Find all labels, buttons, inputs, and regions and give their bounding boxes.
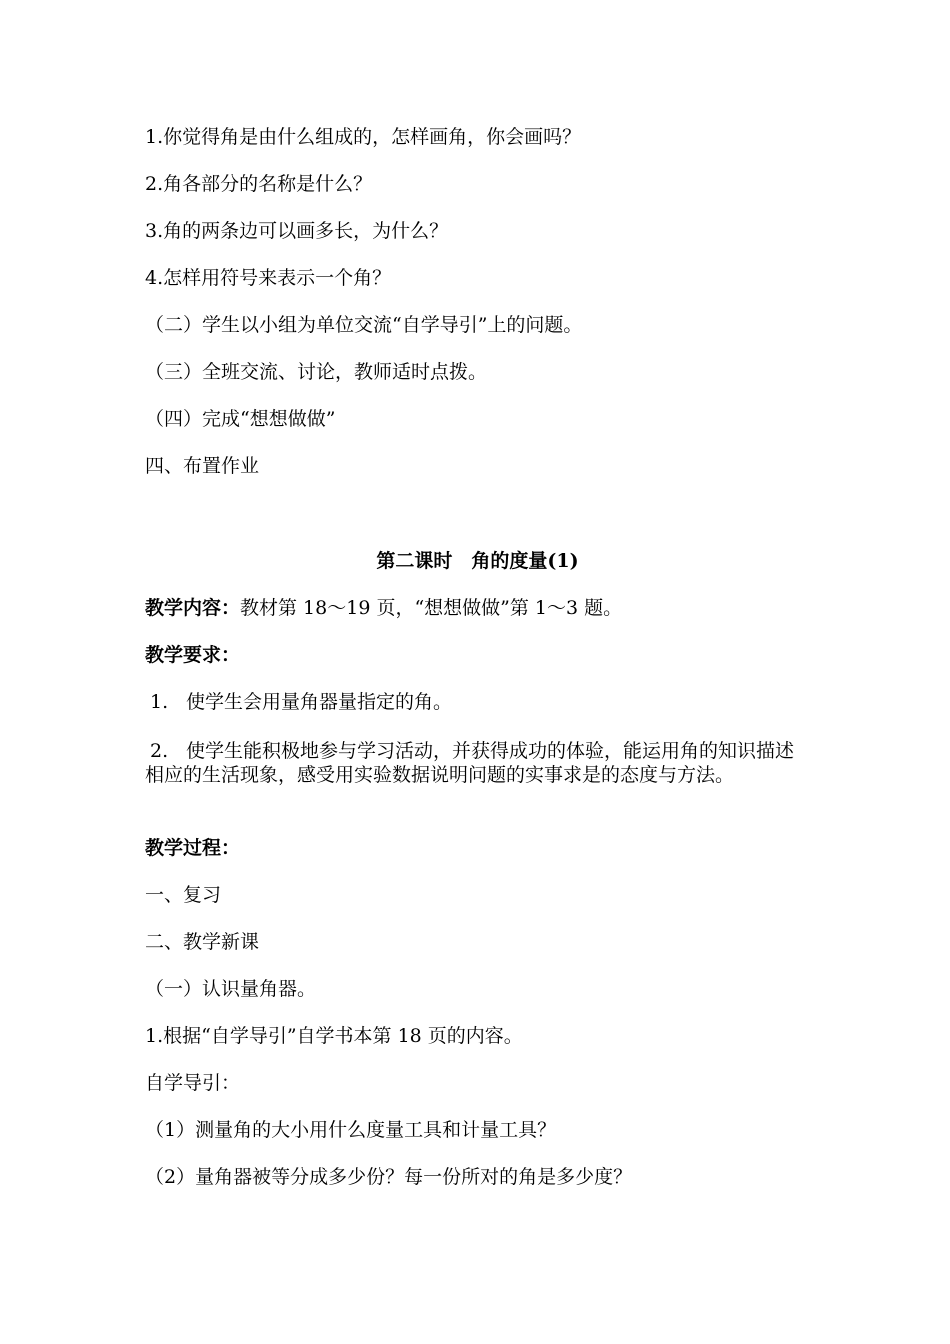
question-1: 1.你觉得角是由什么组成的，怎样画角，你会画吗？ (145, 126, 582, 148)
process-line-guide-label: 自学导引： (145, 1072, 241, 1094)
requirements-label: 教学要求： (145, 644, 241, 666)
requirement-item-2 (145, 739, 810, 787)
teaching-content-text: 教材第 18～19 页，“想想做做”第 1～3 题。 (240, 597, 623, 619)
requirement-item-1 (150, 691, 830, 713)
requirement-number: 1. (150, 691, 169, 713)
requirement-text: 使学生会用量角器量指定的角。 (186, 691, 453, 713)
lesson-title: 第二课时 角的度量(1) (376, 550, 579, 572)
process-line-protractor: （一）认识量角器。 (145, 978, 317, 1000)
guide-question-2: （2）量角器被等分成多少份？每一份所对的角是多少度？ (145, 1166, 633, 1188)
question-2: 2.角各部分的名称是什么？ (145, 173, 373, 195)
step-4: （四）完成“想想做做” (145, 408, 336, 430)
homework-heading: 四、布置作业 (145, 455, 260, 477)
process-line-self-study: 1.根据“自学导引”自学书本第 18 页的内容。 (145, 1025, 523, 1047)
process-label: 教学过程： (145, 837, 241, 859)
step-3: （三）全班交流、讨论，教师适时点拨。 (145, 361, 488, 383)
teaching-content-label: 教学内容： (145, 597, 241, 619)
requirement-number: 2. (150, 740, 169, 762)
question-3: 3.角的两条边可以画多长，为什么？ (145, 220, 449, 242)
teaching-content (145, 597, 825, 619)
step-2: （二）学生以小组为单位交流“自学导引”上的问题。 (145, 314, 583, 336)
guide-question-1: （1）测量角的大小用什么度量工具和计量工具？ (145, 1119, 557, 1141)
question-4: 4.怎样用符号来表示一个角？ (145, 267, 392, 289)
requirement-text: 使学生能积极地参与学习活动，并获得成功的体验，能运用角的知识描述相应的生活现象，感受用实验数据说明问题的实事求是的态度与方法。 (145, 740, 795, 786)
process-line-review: 一、复习 (145, 884, 222, 906)
process-line-new-lesson: 二、教学新课 (145, 931, 260, 953)
